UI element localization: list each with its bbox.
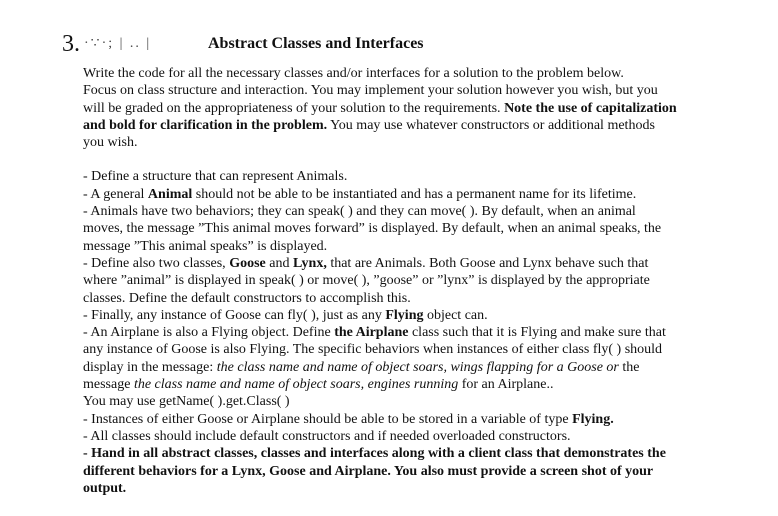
intro-line: and bold for clarification in the problem. You may use whatever constructors or additional methods [83, 117, 655, 133]
requirement-line: - A general Animal should not be able to be instantiated and has a permanent name for its lifetime. [83, 186, 637, 202]
requirement-line: - Define also two classes, Goose and Lynx, that are Animals. Both Goose and Lynx behave such that [83, 255, 649, 271]
intro-line: Write the code for all the necessary classes and/or interfaces for a solution to the problem below. [83, 66, 624, 81]
requirement-line: - An Airplane is also a Flying object. Define the Airplane class such that it is Flying and make sure that [83, 325, 666, 341]
requirement-line: - Finally, any instance of Goose can fly( ), just as any Flying object can. [83, 307, 488, 323]
requirement-line: You may use getName( ).get.Class( ) [83, 394, 290, 410]
requirement-line: output. [83, 480, 127, 496]
bold-note: Note the use of capitalization [504, 100, 677, 116]
requirement-line: any instance of Goose is also Flying. The specific behaviors when instances of either class fly( ) should [83, 342, 663, 358]
requirement-line: - All classes should include default constructors and if needed overloaded constructors. [83, 428, 571, 444]
requirement-line: - Animals have two behaviors; they can speak( ) and they can move( ). By default, when an animal [83, 204, 636, 220]
requirement-line: message ”This animal speaks” is displayed. [83, 238, 328, 254]
requirement-line: display in the message: the class name and name of object soars, wings flapping for a Goose or the [83, 359, 640, 375]
section-title: Abstract Classes and Interfaces [208, 35, 424, 52]
requirement-line: different behaviors for a Lynx, Goose and Airplane. You also must provide a screen shot of your [83, 463, 654, 479]
intro-line: you wish. [83, 135, 138, 151]
requirement-line: message the class name and name of object soars, engines running for an Airplane.. [83, 377, 554, 393]
bold-note: and bold for clarification in the problem. [83, 117, 328, 133]
intro-line: will be graded on the appropriateness of your solution to the requirements. Note the use of capitalization [83, 100, 677, 116]
requirement-line: - Instances of either Goose or Airplane should be able to be stored in a variable of type Flying. [83, 411, 614, 427]
requirement-line: classes. Define the default constructors to accomplish this. [83, 290, 411, 306]
requirement-line: moves, the message ”This animal moves forward” is displayed. By default, when an animal speaks, the [83, 221, 662, 237]
intro-line: Focus on class structure and interaction. You may implement your solution however you wish, but you [83, 83, 658, 99]
question-number: 3. [62, 31, 80, 57]
requirement-line: where ”animal” is displayed in speak( ) or move( ), ”goose” or ”lynx” is displayed by the appropriate [83, 273, 650, 289]
paragraph-gap [83, 151, 743, 168]
handwritten-scribble: ·∵·; | .. | [84, 36, 152, 51]
requirement-line: - Hand in all abstract classes, classes and interfaces along with a client class that demonstrates the [83, 446, 666, 462]
requirement-line: - Define a structure that can represent Animals. [83, 169, 348, 185]
assignment-text [83, 65, 743, 497]
